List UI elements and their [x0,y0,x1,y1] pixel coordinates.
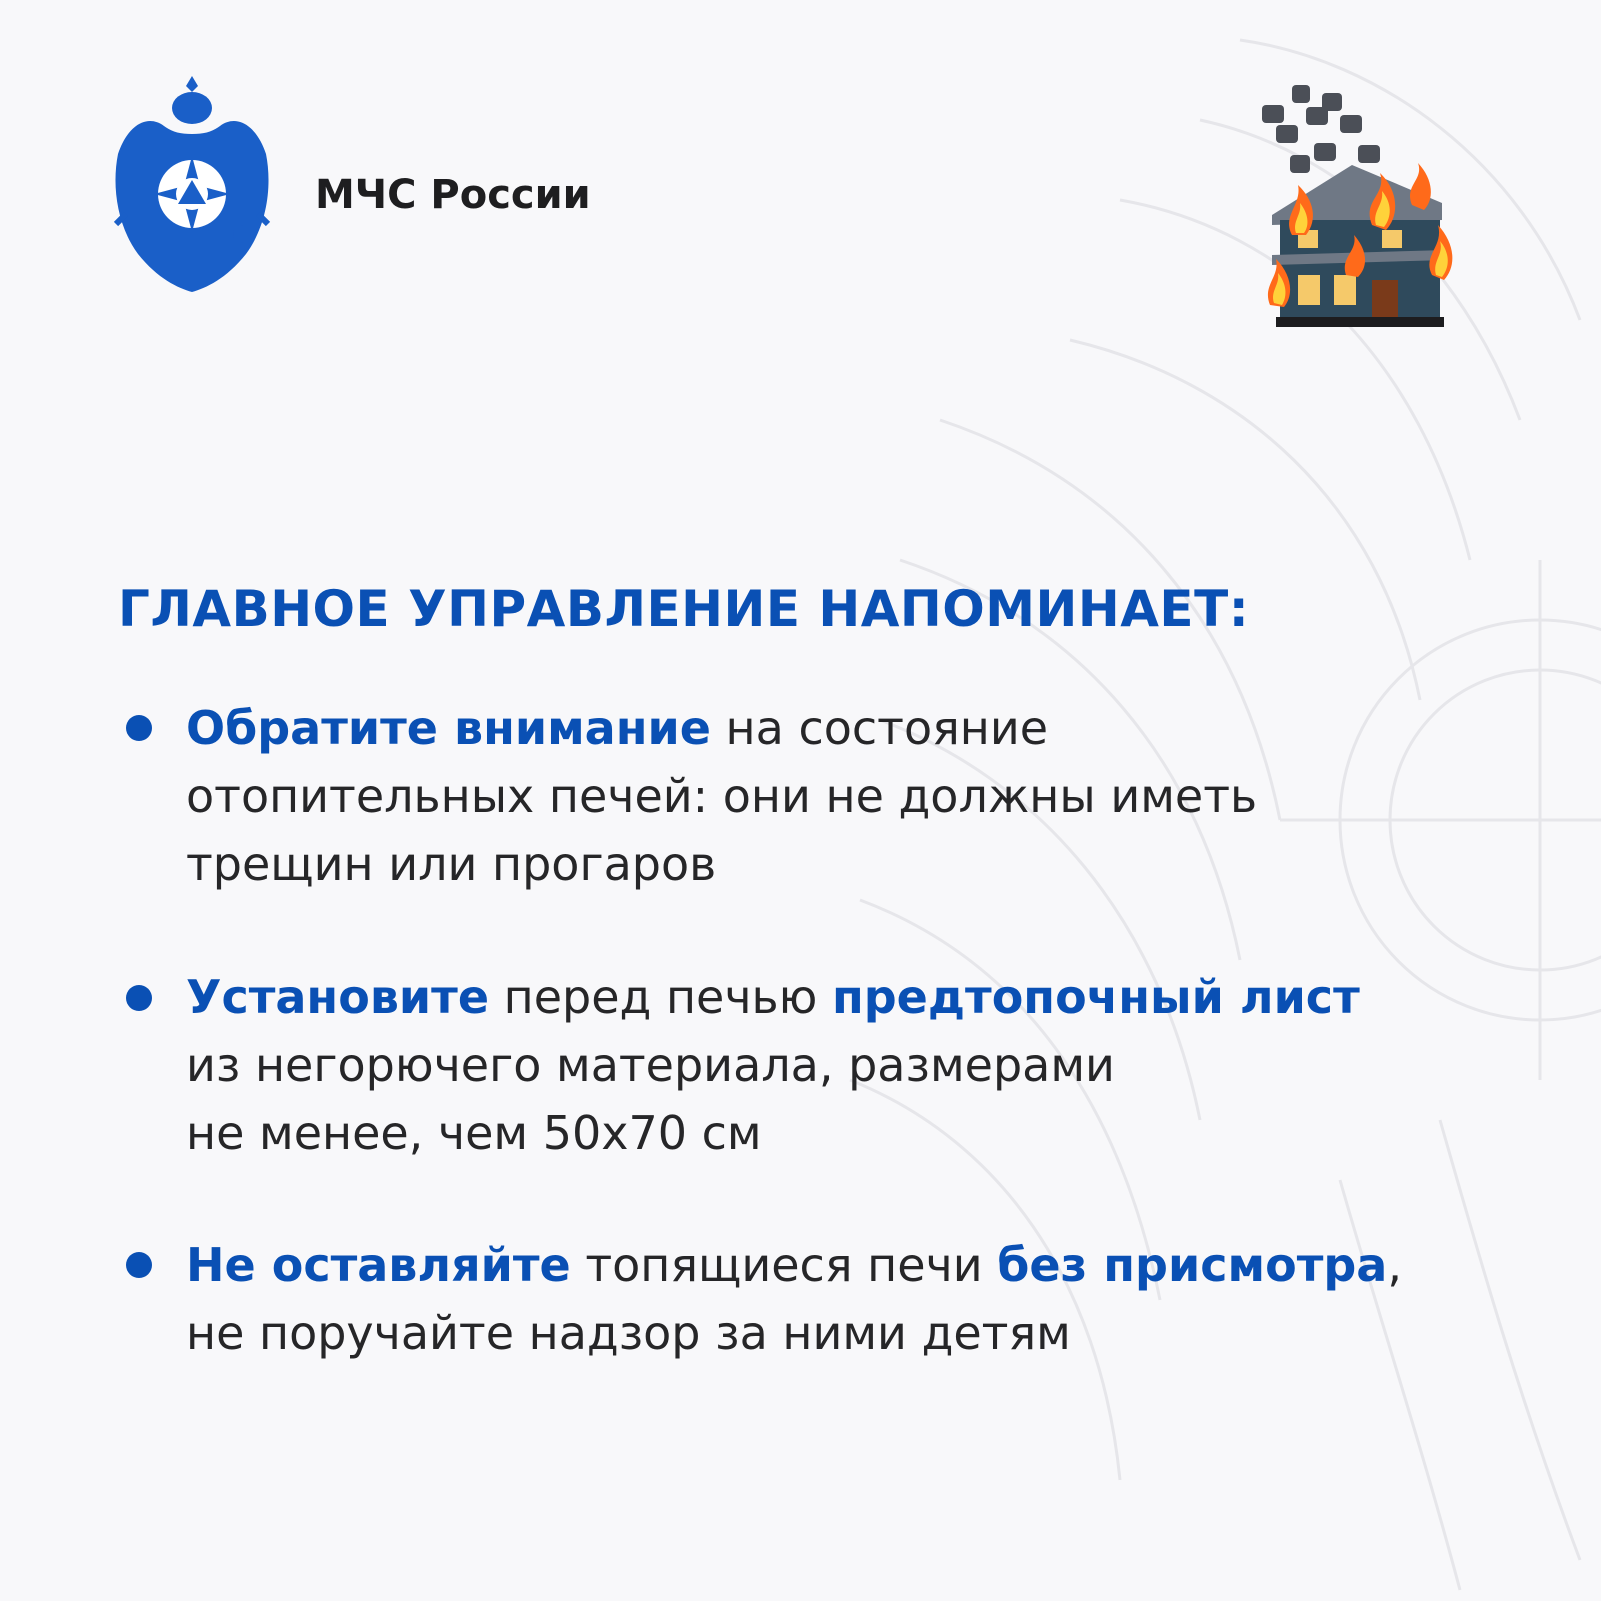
tip-emphasis: без присмотра [997,1238,1388,1292]
tip-line: из негорючего материала, размерами [186,1038,1115,1092]
tip-line [186,1231,1546,1299]
tip-fragment: на состояние [710,701,1049,755]
tip-line: не поручайте надзор за ними детям [186,1306,1071,1360]
emergency-emblem-icon [108,74,276,294]
tip-fragment: , [1387,1238,1402,1292]
tip-emphasis: предтопочный лист [831,970,1360,1024]
org-name: МЧС России [315,172,591,218]
headline: ГЛАВНОЕ УПРАВЛЕНИЕ НАПОМИНАЕТ: [118,580,1250,638]
tip-emphasis: Установите [186,970,490,1024]
tip-line: отопительных печей: они не должны иметь [186,769,1258,823]
bullet-icon [126,1252,152,1278]
tip-line [186,694,1546,762]
tip-fragment: топящиеся печи [570,1238,998,1292]
bullet-icon [126,985,152,1011]
tip-text [186,1231,1546,1367]
tip-line: трещин или прогаров [186,837,717,891]
tip-fragment: перед печью [489,970,832,1024]
tip-text [186,963,1546,1167]
tip-text [186,694,1546,898]
bullet-icon [126,715,152,741]
burning-house-icon [1262,85,1472,355]
tip-emphasis: Не оставляйте [186,1238,571,1292]
tip-emphasis: Обратите внимание [186,701,711,755]
tip-line [186,963,1546,1031]
tip-line: не менее, чем 50x70 см [186,1106,762,1160]
